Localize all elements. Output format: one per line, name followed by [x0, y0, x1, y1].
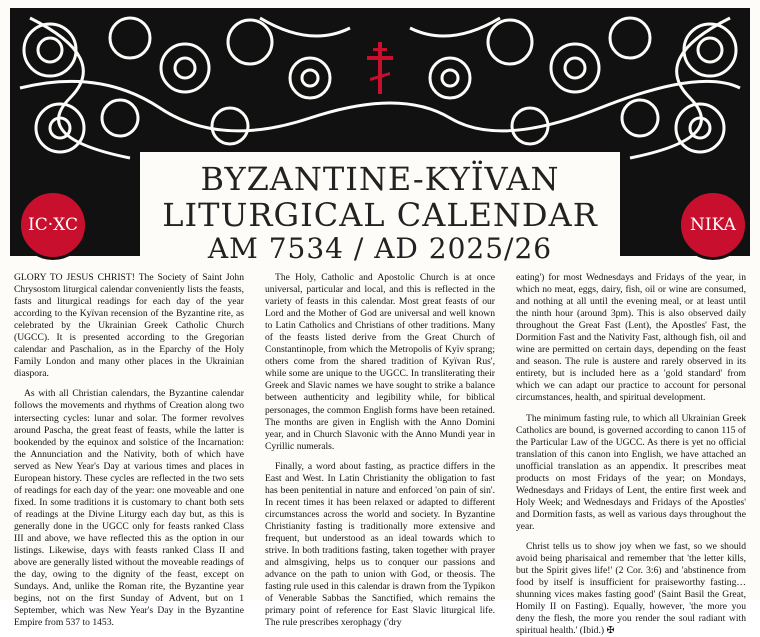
- paragraph: The minimum fasting rule, to which all Ukrainian Greek Catholics are bound, is governed according to canon 115 of the Particular Law of the UGCC. As there is yet no official translation of this canon into English, we have attached an unofficial translation as an appendix. It prescribes meat products on most Fridays of the year; on Mondays, Wednesdays and Fridays of Lent, the entire first week and Holy Week; and Wednesdays and Fridays of the Apostles' and Dormition fasts, as well as various days throughout the year.: [516, 412, 746, 532]
- paragraph: eating') for most Wednesdays and Fridays of the year, in which no meat, eggs, dairy, fish, oil or wine are consumed, and nothing at all until the evening meal, or at least until the ninth hour (around 3pm). This is also observed daily throughout the Great Fast (Lent), the Apostles' Fast, the Dormition Fast and the Nativity Fast, although fish, oil and wine are permitted on certain days, depending on the feast and season. The rule is austere and rarely observed in its entirety, but is included here as a 'gold standard' from which we can adapt our practice to account for personal circumstances, health, and spiritual development.: [516, 272, 746, 404]
- orthodox-cross-icon: [364, 40, 396, 96]
- paragraph: Christ tells us to show joy when we fast, so we should avoid being pharisaical and remember that 'the letter kills, but the Spirit gives life!' (2 Cor. 3:6) and 'abstinence from food by itself is insufficient for praiseworthy fasting…shunning vices makes fasting good' (Saint Basil the Great, Homily II on Fasting). Equally, however, 'the more you deny the flesh, the more you render the soul radiant with spiritual health.' (Ibid.) ✠: [516, 540, 746, 637]
- paragraph: The Holy, Catholic and Apostolic Church is at once universal, particular and local, and this is reflected in the variety of feasts in this calendar. Most great feasts of our Lord and the Mother of God are universal and well known to Latin Catholics and Christians of other traditions. Many of the feasts listed derive from the Great Church of Constantinople, from which the Metropolis of Kyïv sprang; others come from the shared tradition of Kyïvan Rus', while some are unique to the UGCC. In transliterating their Greek and Slavic names we have sought to strike a balance between authenticity and legibility while, for biblical personages, the common English forms have been retained. The months are given in English with the Anno Domini year, and in Church Slavonic with the Anno Mundi year in Cyrillic numerals.: [265, 272, 495, 452]
- paragraph: GLORY TO JESUS CHRIST! The Society of Saint John Chrysostom liturgical calendar conveniently lists the feasts, fasts and liturgical readings for each day of the year according to the Kyïvan recension of the Byzantine rite, as celebrated by the Ukrainian Greek Catholic Church (UGCC). It is presented according to the Gregorian calendar and Paschalion, as in the Eparchy of the Holy Family London and many other places in the Ukrainian diaspora.: [14, 272, 244, 380]
- nika-roundel: NIKA: [678, 190, 748, 260]
- title-line-3: AM 7534 / AD 2025/26: [207, 232, 553, 265]
- body-text: [14, 272, 746, 637]
- ic-xc-roundel: IC·XC: [18, 190, 88, 260]
- column-2: [265, 272, 495, 629]
- title-line-1: BYZANTINE-KYÏVAN: [200, 160, 560, 198]
- column-3: [516, 272, 746, 637]
- paragraph: As with all Christian calendars, the Byzantine calendar follows the movements and rhythms of Creation along two intersecting cycles: lunar and solar. The former revolves around Pascha, the great feast of feasts, while the latter is bookended by the equinox and solstice of the Incarnation: the Annunciation and the Nativity, both of which have served as New Year's Day at various times and places in European history. These cycles are reflected in the two sets of readings for each day of the year: one moveable and one fixed. In some traditions it is customary to chant both sets of readings at the Divine Liturgy each day but, as this is generally done in the UGCC only for feasts ranked Class III and above, we have reflected this as the option in our listings. Likewise, days with feasts ranked Class II and above are generally listed without the moveable readings of the day, owing to the dignity of the feast, except on Sundays. And, unlike the Roman rite, the Byzantine year begins, not on the first Sunday of Advent, but on 1 September, which was New Year's Day in the Byzantine Empire from 537 to 1453.: [14, 388, 244, 629]
- column-1: [14, 272, 244, 629]
- title-line-2: LITURGICAL CALENDAR: [162, 196, 598, 234]
- paragraph: Finally, a word about fasting, as practice differs in the East and West. In Latin Christianity the obligation to fast has been penitential in nature and enforced 'on pain of sin'. In recent times it has been relaxed or adapted to different circumstances across the world and society. In Byzantine Christianity fasting is traditionally more extensive and frequent, but understood as an ideal towards which to strive. In both traditions fasting, taken together with prayer and almsgiving, helps us to conquer our passions and advance on the path to union with God, or theosis. The fasting rule used in this calendar is drawn from the Typikon of Venerable Sabbas the Sanctified, which remains the primary point of reference for East Slavic liturgical life. The rule prescribes xerophagy ('dry: [265, 460, 495, 629]
